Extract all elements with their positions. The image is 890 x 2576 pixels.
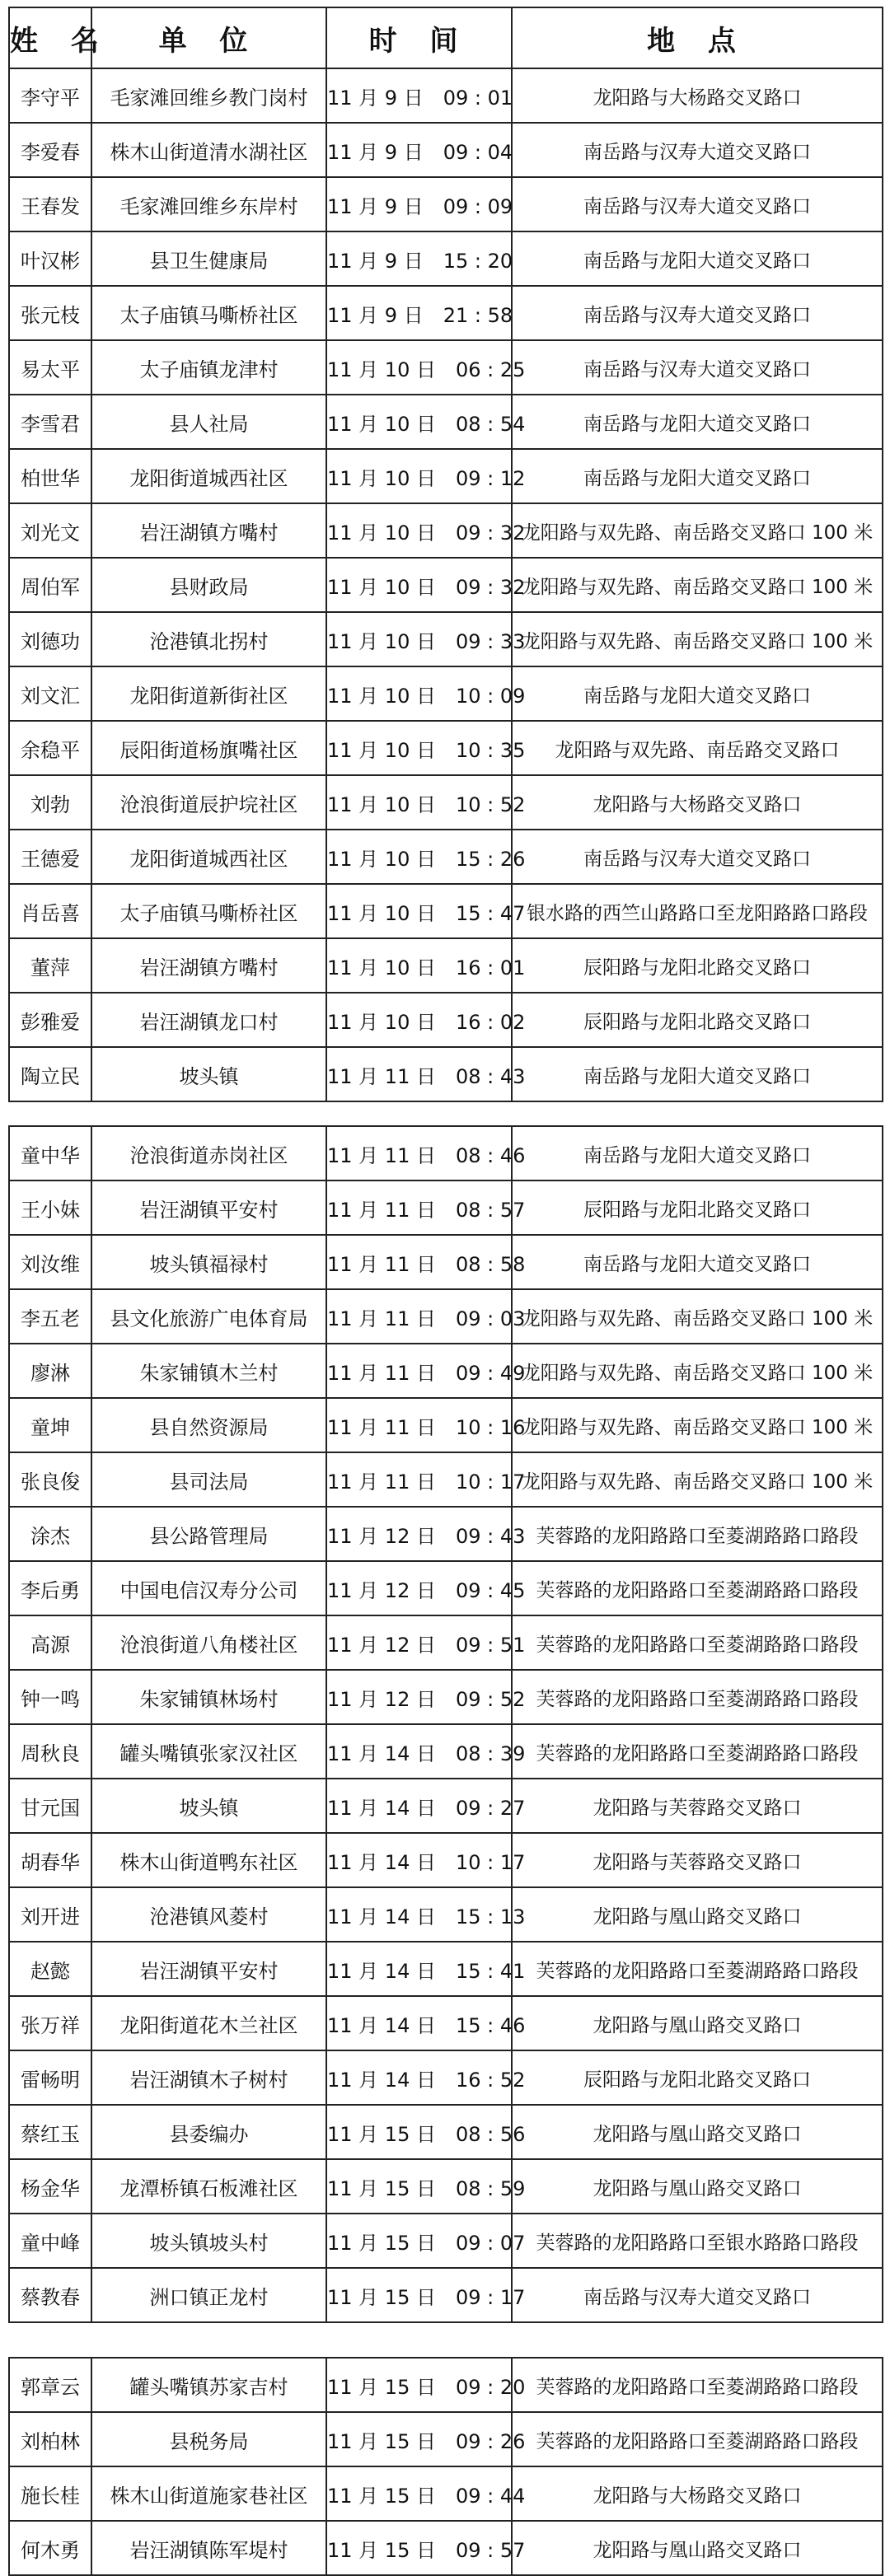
time-cell: 11 月 10 日 09 : 32 xyxy=(326,503,512,558)
table-row xyxy=(9,503,883,558)
person-name-cell: 何木勇 xyxy=(9,2521,91,2575)
place-cell: 芙蓉路的龙阳路路口至菱湖路路口路段 xyxy=(512,1561,883,1615)
time-cell: 11 月 9 日 09 : 04 xyxy=(326,123,512,177)
person-name-cell: 王德爱 xyxy=(9,830,91,884)
table-row xyxy=(9,2466,883,2521)
unit-cell: 岩汪湖镇龙口村 xyxy=(91,993,326,1047)
table-row xyxy=(9,1047,883,1101)
time-cell: 11 月 15 日 08 : 56 xyxy=(326,2105,512,2159)
time-cell: 11 月 14 日 15 : 13 xyxy=(326,1887,512,1942)
table-row xyxy=(9,1779,883,1833)
table-row xyxy=(9,1724,883,1779)
person-name-cell: 张良俊 xyxy=(9,1452,91,1507)
person-name-cell: 童中峰 xyxy=(9,2214,91,2268)
time-cell: 11 月 15 日 09 : 26 xyxy=(326,2412,512,2466)
table-row xyxy=(9,775,883,830)
table-row xyxy=(9,2105,883,2159)
unit-cell: 岩汪湖镇平安村 xyxy=(91,1180,326,1235)
table-row xyxy=(9,721,883,775)
unit-cell: 龙阳街道新街社区 xyxy=(91,666,326,721)
time-cell: 11 月 14 日 16 : 52 xyxy=(326,2050,512,2105)
person-name-cell: 雷畅明 xyxy=(9,2050,91,2105)
person-name-cell: 刘文汇 xyxy=(9,666,91,721)
time-cell: 11 月 11 日 08 : 58 xyxy=(326,1235,512,1289)
place-cell: 龙阳路与凰山路交叉路口 xyxy=(512,1887,883,1942)
time-cell: 11 月 10 日 15 : 26 xyxy=(326,830,512,884)
place-cell: 龙阳路与芙蓉路交叉路口 xyxy=(512,1833,883,1887)
unit-cell: 龙潭桥镇石板滩社区 xyxy=(91,2159,326,2214)
place-cell: 银水路的西竺山路路口至龙阳路路口路段 xyxy=(512,884,883,938)
person-name-cell: 易太平 xyxy=(9,340,91,395)
person-name-cell: 李后勇 xyxy=(9,1561,91,1615)
unit-cell: 龙阳街道城西社区 xyxy=(91,830,326,884)
place-cell: 芙蓉路的龙阳路路口至菱湖路路口路段 xyxy=(512,1507,883,1561)
table-row xyxy=(9,2358,883,2412)
time-cell: 11 月 9 日 09 : 09 xyxy=(326,177,512,231)
time-cell: 11 月 11 日 09 : 49 xyxy=(326,1344,512,1398)
time-cell: 11 月 12 日 09 : 52 xyxy=(326,1670,512,1724)
records-table-3 xyxy=(8,2357,883,2576)
person-name-cell: 余稳平 xyxy=(9,721,91,775)
person-name-cell: 童中华 xyxy=(9,1126,91,1180)
table-row xyxy=(9,2159,883,2214)
header-place: 地 点 xyxy=(512,7,883,68)
time-cell: 11 月 15 日 08 : 59 xyxy=(326,2159,512,2214)
place-cell: 龙阳路与凰山路交叉路口 xyxy=(512,2105,883,2159)
place-cell: 龙阳路与双先路、南岳路交叉路口 100 米 xyxy=(512,1452,883,1507)
table-row xyxy=(9,1126,883,1180)
person-name-cell: 肖岳喜 xyxy=(9,884,91,938)
unit-cell: 坡头镇福禄村 xyxy=(91,1235,326,1289)
table-row xyxy=(9,1670,883,1724)
table-row xyxy=(9,1507,883,1561)
person-name-cell: 彭雅爱 xyxy=(9,993,91,1047)
unit-cell: 株木山街道施家巷社区 xyxy=(91,2466,326,2521)
person-name-cell: 童坤 xyxy=(9,1398,91,1452)
table-row xyxy=(9,231,883,286)
time-cell: 11 月 14 日 15 : 46 xyxy=(326,1996,512,2050)
person-name-cell: 王春发 xyxy=(9,177,91,231)
place-cell: 芙蓉路的龙阳路路口至菱湖路路口路段 xyxy=(512,1615,883,1670)
unit-cell: 龙阳街道花木兰社区 xyxy=(91,1996,326,2050)
table-row xyxy=(9,666,883,721)
header-row xyxy=(9,7,883,68)
table-row xyxy=(9,830,883,884)
place-cell: 芙蓉路的龙阳路路口至菱湖路路口路段 xyxy=(512,1724,883,1779)
time-cell: 11 月 12 日 09 : 51 xyxy=(326,1615,512,1670)
table-row xyxy=(9,1344,883,1398)
place-cell: 龙阳路与大杨路交叉路口 xyxy=(512,68,883,123)
person-name-cell: 蔡红玉 xyxy=(9,2105,91,2159)
unit-cell: 县财政局 xyxy=(91,558,326,612)
header-unit: 单 位 xyxy=(91,7,326,68)
unit-cell: 岩汪湖镇方嘴村 xyxy=(91,503,326,558)
person-name-cell: 周伯军 xyxy=(9,558,91,612)
header-name: 姓 名 xyxy=(9,7,91,68)
place-cell: 芙蓉路的龙阳路路口至菱湖路路口路段 xyxy=(512,2412,883,2466)
unit-cell: 岩汪湖镇陈军堤村 xyxy=(91,2521,326,2575)
person-name-cell: 李五老 xyxy=(9,1289,91,1344)
table-row xyxy=(9,340,883,395)
time-cell: 11 月 14 日 15 : 41 xyxy=(326,1942,512,1996)
place-cell: 南岳路与龙阳大道交叉路口 xyxy=(512,1047,883,1101)
table-row xyxy=(9,558,883,612)
time-cell: 11 月 10 日 10 : 09 xyxy=(326,666,512,721)
time-cell: 11 月 10 日 06 : 25 xyxy=(326,340,512,395)
unit-cell: 县司法局 xyxy=(91,1452,326,1507)
unit-cell: 朱家铺镇林场村 xyxy=(91,1670,326,1724)
place-cell: 南岳路与汉寿大道交叉路口 xyxy=(512,830,883,884)
unit-cell: 中国电信汉寿分公司 xyxy=(91,1561,326,1615)
unit-cell: 县委编办 xyxy=(91,2105,326,2159)
person-name-cell: 王小妹 xyxy=(9,1180,91,1235)
table-row xyxy=(9,2521,883,2575)
person-name-cell: 杨金华 xyxy=(9,2159,91,2214)
table-row xyxy=(9,177,883,231)
unit-cell: 株木山街道清水湖社区 xyxy=(91,123,326,177)
unit-cell: 坡头镇 xyxy=(91,1779,326,1833)
time-cell: 11 月 11 日 09 : 03 xyxy=(326,1289,512,1344)
place-cell: 芙蓉路的龙阳路路口至菱湖路路口路段 xyxy=(512,1670,883,1724)
person-name-cell: 刘柏林 xyxy=(9,2412,91,2466)
unit-cell: 县卫生健康局 xyxy=(91,231,326,286)
person-name-cell: 赵懿 xyxy=(9,1942,91,1996)
unit-cell: 朱家铺镇木兰村 xyxy=(91,1344,326,1398)
unit-cell: 坡头镇 xyxy=(91,1047,326,1101)
time-cell: 11 月 11 日 08 : 57 xyxy=(326,1180,512,1235)
time-cell: 11 月 11 日 08 : 46 xyxy=(326,1126,512,1180)
time-cell: 11 月 15 日 09 : 57 xyxy=(326,2521,512,2575)
place-cell: 南岳路与龙阳大道交叉路口 xyxy=(512,666,883,721)
unit-cell: 岩汪湖镇方嘴村 xyxy=(91,938,326,993)
table-row xyxy=(9,938,883,993)
records-table-2 xyxy=(8,1125,883,2323)
table-row xyxy=(9,1996,883,2050)
person-name-cell: 刘德功 xyxy=(9,612,91,666)
table-row xyxy=(9,449,883,503)
unit-cell: 辰阳街道杨旗嘴社区 xyxy=(91,721,326,775)
table-row xyxy=(9,2268,883,2322)
unit-cell: 县税务局 xyxy=(91,2412,326,2466)
place-cell: 南岳路与龙阳大道交叉路口 xyxy=(512,231,883,286)
table-row xyxy=(9,612,883,666)
time-cell: 11 月 15 日 09 : 20 xyxy=(326,2358,512,2412)
time-cell: 11 月 11 日 10 : 17 xyxy=(326,1452,512,1507)
place-cell: 辰阳路与龙阳北路交叉路口 xyxy=(512,993,883,1047)
person-name-cell: 胡春华 xyxy=(9,1833,91,1887)
person-name-cell: 施长桂 xyxy=(9,2466,91,2521)
place-cell: 龙阳路与双先路、南岳路交叉路口 100 米 xyxy=(512,1289,883,1344)
place-cell: 龙阳路与凰山路交叉路口 xyxy=(512,2159,883,2214)
person-name-cell: 高源 xyxy=(9,1615,91,1670)
unit-cell: 罐头嘴镇张家汉社区 xyxy=(91,1724,326,1779)
table-row xyxy=(9,1942,883,1996)
time-cell: 11 月 15 日 09 : 44 xyxy=(326,2466,512,2521)
unit-cell: 太子庙镇马嘶桥社区 xyxy=(91,884,326,938)
table-row xyxy=(9,1289,883,1344)
unit-cell: 沧浪街道赤岗社区 xyxy=(91,1126,326,1180)
table-row xyxy=(9,1887,883,1942)
time-cell: 11 月 9 日 21 : 58 xyxy=(326,286,512,340)
place-cell: 龙阳路与凰山路交叉路口 xyxy=(512,2521,883,2575)
time-cell: 11 月 10 日 15 : 47 xyxy=(326,884,512,938)
place-cell: 南岳路与汉寿大道交叉路口 xyxy=(512,123,883,177)
place-cell: 芙蓉路的龙阳路路口至菱湖路路口路段 xyxy=(512,2358,883,2412)
time-cell: 11 月 10 日 10 : 35 xyxy=(326,721,512,775)
person-name-cell: 刘勃 xyxy=(9,775,91,830)
place-cell: 芙蓉路的龙阳路路口至银水路路口路段 xyxy=(512,2214,883,2268)
person-name-cell: 涂杰 xyxy=(9,1507,91,1561)
time-cell: 11 月 14 日 09 : 27 xyxy=(326,1779,512,1833)
unit-cell: 岩汪湖镇木子树村 xyxy=(91,2050,326,2105)
place-cell: 龙阳路与凰山路交叉路口 xyxy=(512,1996,883,2050)
unit-cell: 县人社局 xyxy=(91,395,326,449)
place-cell: 芙蓉路的龙阳路路口至菱湖路路口路段 xyxy=(512,1942,883,1996)
unit-cell: 沧浪街道辰护垸社区 xyxy=(91,775,326,830)
person-name-cell: 李爱春 xyxy=(9,123,91,177)
table-row xyxy=(9,2050,883,2105)
place-cell: 南岳路与汉寿大道交叉路口 xyxy=(512,340,883,395)
time-cell: 11 月 15 日 09 : 07 xyxy=(326,2214,512,2268)
time-cell: 11 月 14 日 10 : 17 xyxy=(326,1833,512,1887)
table-row xyxy=(9,1235,883,1289)
unit-cell: 县文化旅游广电体育局 xyxy=(91,1289,326,1344)
place-cell: 龙阳路与双先路、南岳路交叉路口 100 米 xyxy=(512,1344,883,1398)
time-cell: 11 月 10 日 16 : 01 xyxy=(326,938,512,993)
table-row xyxy=(9,1615,883,1670)
person-name-cell: 叶汉彬 xyxy=(9,231,91,286)
header-time: 时 间 xyxy=(326,7,512,68)
place-cell: 龙阳路与大杨路交叉路口 xyxy=(512,2466,883,2521)
table-row xyxy=(9,1180,883,1235)
place-cell: 龙阳路与大杨路交叉路口 xyxy=(512,775,883,830)
person-name-cell: 刘开进 xyxy=(9,1887,91,1942)
time-cell: 11 月 10 日 16 : 02 xyxy=(326,993,512,1047)
unit-cell: 县公路管理局 xyxy=(91,1507,326,1561)
time-cell: 11 月 10 日 09 : 12 xyxy=(326,449,512,503)
time-cell: 11 月 12 日 09 : 45 xyxy=(326,1561,512,1615)
place-cell: 龙阳路与双先路、南岳路交叉路口 100 米 xyxy=(512,503,883,558)
person-name-cell: 周秋良 xyxy=(9,1724,91,1779)
place-cell: 南岳路与龙阳大道交叉路口 xyxy=(512,449,883,503)
unit-cell: 沧港镇北拐村 xyxy=(91,612,326,666)
place-cell: 南岳路与龙阳大道交叉路口 xyxy=(512,1126,883,1180)
unit-cell: 龙阳街道城西社区 xyxy=(91,449,326,503)
place-cell: 辰阳路与龙阳北路交叉路口 xyxy=(512,1180,883,1235)
table-row xyxy=(9,2214,883,2268)
unit-cell: 罐头嘴镇苏家吉村 xyxy=(91,2358,326,2412)
place-cell: 辰阳路与龙阳北路交叉路口 xyxy=(512,2050,883,2105)
place-cell: 龙阳路与双先路、南岳路交叉路口 xyxy=(512,721,883,775)
person-name-cell: 蔡教春 xyxy=(9,2268,91,2322)
person-name-cell: 甘元国 xyxy=(9,1779,91,1833)
time-cell: 11 月 9 日 09 : 01 xyxy=(326,68,512,123)
time-cell: 11 月 14 日 08 : 39 xyxy=(326,1724,512,1779)
table-row xyxy=(9,1833,883,1887)
table-row xyxy=(9,395,883,449)
unit-cell: 洲口镇正龙村 xyxy=(91,2268,326,2322)
place-cell: 龙阳路与芙蓉路交叉路口 xyxy=(512,1779,883,1833)
unit-cell: 太子庙镇龙津村 xyxy=(91,340,326,395)
table-row xyxy=(9,2412,883,2466)
time-cell: 11 月 12 日 09 : 43 xyxy=(326,1507,512,1561)
place-cell: 龙阳路与双先路、南岳路交叉路口 100 米 xyxy=(512,558,883,612)
place-cell: 南岳路与龙阳大道交叉路口 xyxy=(512,1235,883,1289)
place-cell: 龙阳路与双先路、南岳路交叉路口 100 米 xyxy=(512,612,883,666)
unit-cell: 株木山街道鸭东社区 xyxy=(91,1833,326,1887)
unit-cell: 岩汪湖镇平安村 xyxy=(91,1942,326,1996)
records-table-1 xyxy=(8,7,883,1102)
unit-cell: 毛家滩回维乡东岸村 xyxy=(91,177,326,231)
unit-cell: 沧港镇风菱村 xyxy=(91,1887,326,1942)
place-cell: 龙阳路与双先路、南岳路交叉路口 100 米 xyxy=(512,1398,883,1452)
person-name-cell: 李守平 xyxy=(9,68,91,123)
person-name-cell: 廖淋 xyxy=(9,1344,91,1398)
time-cell: 11 月 10 日 08 : 54 xyxy=(326,395,512,449)
table-row xyxy=(9,1561,883,1615)
time-cell: 11 月 10 日 10 : 52 xyxy=(326,775,512,830)
person-name-cell: 刘汝维 xyxy=(9,1235,91,1289)
unit-cell: 坡头镇坡头村 xyxy=(91,2214,326,2268)
time-cell: 11 月 10 日 09 : 33 xyxy=(326,612,512,666)
time-cell: 11 月 10 日 09 : 32 xyxy=(326,558,512,612)
person-name-cell: 钟一鸣 xyxy=(9,1670,91,1724)
table-row xyxy=(9,1398,883,1452)
time-cell: 11 月 11 日 08 : 43 xyxy=(326,1047,512,1101)
unit-cell: 毛家滩回维乡教门岗村 xyxy=(91,68,326,123)
time-cell: 11 月 9 日 15 : 20 xyxy=(326,231,512,286)
table-row xyxy=(9,123,883,177)
table-row xyxy=(9,993,883,1047)
person-name-cell: 郭章云 xyxy=(9,2358,91,2412)
person-name-cell: 柏世华 xyxy=(9,449,91,503)
table-row xyxy=(9,1452,883,1507)
person-name-cell: 陶立民 xyxy=(9,1047,91,1101)
person-name-cell: 董萍 xyxy=(9,938,91,993)
person-name-cell: 刘光文 xyxy=(9,503,91,558)
place-cell: 南岳路与龙阳大道交叉路口 xyxy=(512,395,883,449)
unit-cell: 沧浪街道八角楼社区 xyxy=(91,1615,326,1670)
place-cell: 南岳路与汉寿大道交叉路口 xyxy=(512,2268,883,2322)
table-row xyxy=(9,884,883,938)
unit-cell: 县自然资源局 xyxy=(91,1398,326,1452)
place-cell: 南岳路与汉寿大道交叉路口 xyxy=(512,177,883,231)
place-cell: 南岳路与汉寿大道交叉路口 xyxy=(512,286,883,340)
table-row xyxy=(9,68,883,123)
table-row xyxy=(9,286,883,340)
place-cell: 辰阳路与龙阳北路交叉路口 xyxy=(512,938,883,993)
time-cell: 11 月 11 日 10 : 16 xyxy=(326,1398,512,1452)
person-name-cell: 李雪君 xyxy=(9,395,91,449)
person-name-cell: 张元枝 xyxy=(9,286,91,340)
time-cell: 11 月 15 日 09 : 17 xyxy=(326,2268,512,2322)
person-name-cell: 张万祥 xyxy=(9,1996,91,2050)
unit-cell: 太子庙镇马嘶桥社区 xyxy=(91,286,326,340)
